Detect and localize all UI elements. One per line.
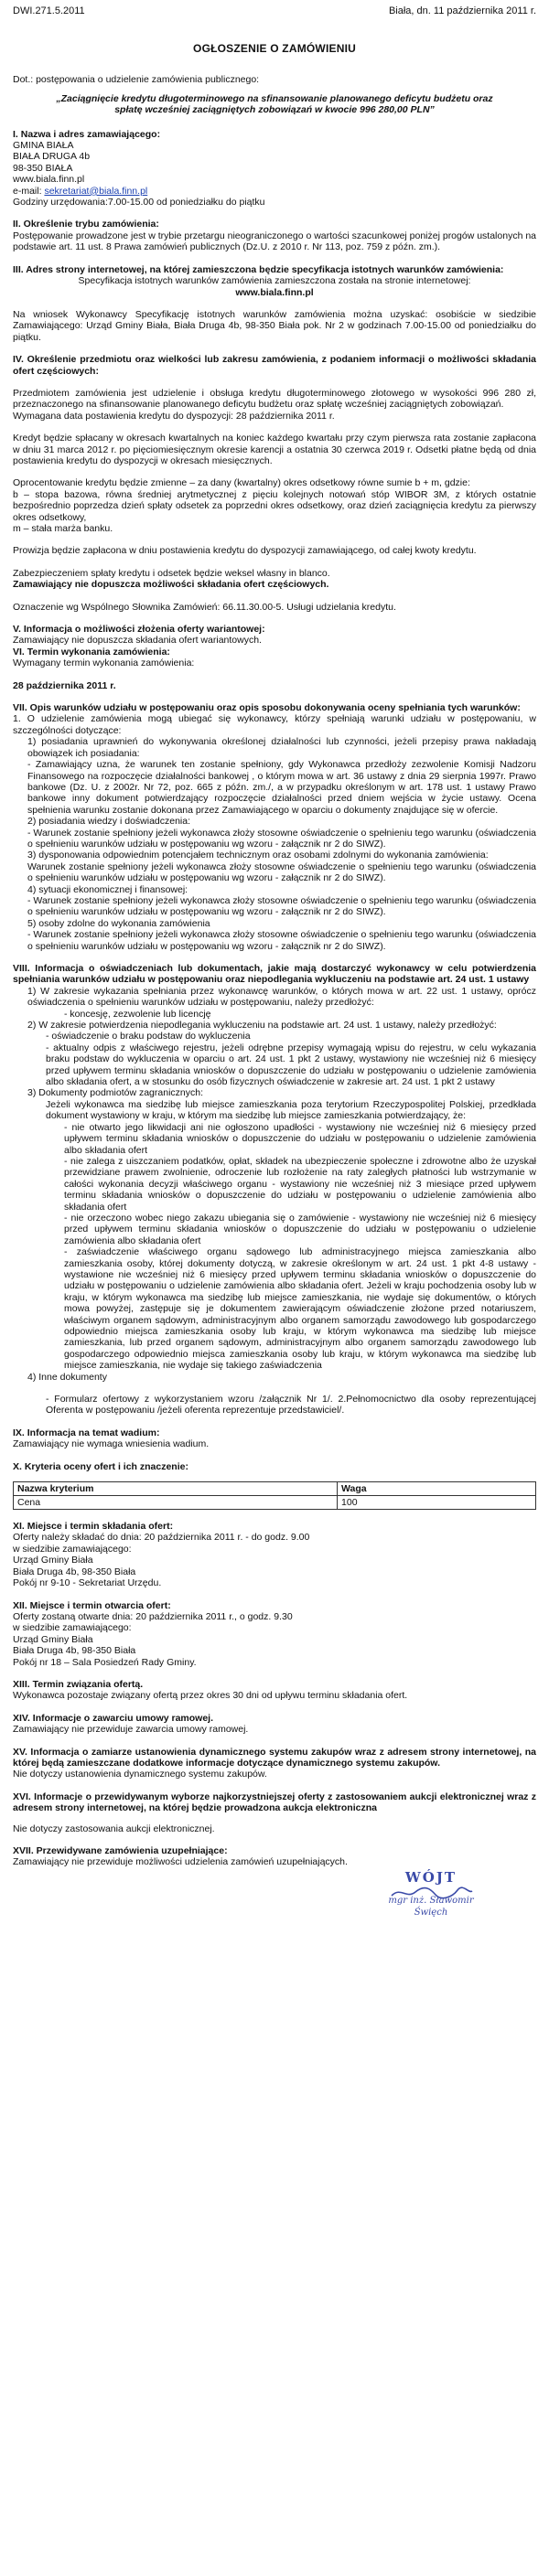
- section-text: Zamawiający nie wymaga wniesienia wadium.: [13, 1438, 210, 1450]
- section-framework-agreement: [13, 1713, 536, 1736]
- section-line: Urząd Gminy Biała: [13, 1555, 93, 1566]
- section-line: w siedzibie zamawiającego:: [13, 1543, 132, 1555]
- partial-offers-note: Zamawiający nie dopuszcza możliwości składania ofert częściowych.: [13, 579, 329, 591]
- section-e-auction: [13, 1791, 536, 1834]
- document-item: 3) Dokumenty podmiotów zagranicznych:: [27, 1087, 204, 1099]
- document-item: 1) W zakresie wykazania spełniania przez wykonawcę warunków, o których mowa w art. 22 ust. 1 ustawy, oprócz oświadczenia o spełnieniu warunków udziału w postępowaniu, należy przedłożyć:: [27, 985, 536, 1009]
- condition-item: 1. O udzielenie zamówienia mogą ubiegać się wykonawcy, którzy spełniają warunki udziału w postępowaniu, w szczególności dotyczące:: [13, 713, 536, 736]
- interest-paragraph: Oprocentowanie kredytu będzie zmienne – za dany (kwartalny) okres odsetkowy równe sumie b + m, gdzie:: [13, 477, 470, 489]
- document-item: - zaświadczenie właściwego organu sądowego lub administracyjnego miejsca zamieszkania albo zamieszkania osoby, której dokumenty dotyczą, w zakresie określonym w art. 24 ust. 1 pkt 4-8 ustawy - wystawione nie wcześniej niż 6 miesięcy przed upływem terminu składania wniosków o dopuszczenie do udziału w postępowaniu o udzielenie zamówienia albo składania ofert. Jeżeli w kraju pochodzenia osoby lub w kraju, w którym wykonawca ma siedzibę lub miejsce zamieszkania, nie wydaje się dokumentów, o których mowa powyżej, zastępuje się je dokumentem zawierającym oświadczenie złożone przed notariuszem, właściwym organem sądowym, administracyjnym albo organem samorządu zawodowego lub gospodarczego odpowiednio miejsca zamieszkania osoby lub kraju, w którym wykonawca ma siedzibę lub miejsce zamieszkania, lub przed organem sądowym, administracyjnym albo organem samorządu zawodowego lub gospodarczego odpowiednio miejsca zamieszkania osoby lub kraju, w którym wykonawca ma siedzibę lub miejsce zamieszkania, nie wydaje się takiego zaświadczenia: [64, 1246, 536, 1372]
- authority-city: 98-350 BIAŁA: [13, 162, 73, 174]
- section-heading: XVII. Przewidywane zamówienia uzupełniające:: [13, 1845, 228, 1856]
- section-heading: XIV. Informacje o zawarciu umowy ramowej.: [13, 1712, 214, 1724]
- reference-number: DWI.271.5.2011: [13, 5, 85, 16]
- stamp-title: WÓJT: [404, 1868, 458, 1886]
- condition-item: - Warunek zostanie spełniony jeżeli wykonawca złoży stosowne oświadczenie o spełnieniu tego warunku (oświadczenia o spełnieniu warunków udziału w postępowaniu wg wzoru - załącznik nr 2 do SIWZ).: [27, 929, 536, 952]
- section-line: Pokój nr 18 – Sala Posiedzeń Rady Gminy.: [13, 1656, 197, 1668]
- completion-date: 28 października 2011 r.: [13, 679, 116, 691]
- section-text: Zamawiający nie przewiduje możliwości udzielenia zamówień uzupełniających.: [13, 1856, 348, 1868]
- signature-block: [13, 1868, 536, 1925]
- authority-street: BIAŁA DRUGA 4b: [13, 151, 91, 163]
- section-heading: III. Adres strony internetowej, na której zamieszczona będzie specyfikacja istotnych warunków zamówienia:: [13, 263, 504, 275]
- section-text: Nie dotyczy zastosowania aukcji elektronicznej.: [13, 1822, 215, 1834]
- section-line: Biała Druga 4b, 98-350 Biała: [13, 1566, 136, 1577]
- section-heading: XI. Miejsce i termin składania ofert:: [13, 1521, 174, 1533]
- section-line: Pokój nr 9-10 - Sekretariat Urzędu.: [13, 1577, 162, 1589]
- section-contracting-authority: [13, 129, 536, 208]
- document-item: - koncesję, zezwolenie lub licencję: [64, 1008, 211, 1020]
- availability-date: Wymagana data postawienia kredytu do dyspozycji: 28 października 2011 r.: [13, 410, 335, 422]
- section-offer-submission: [13, 1521, 536, 1588]
- website-url[interactable]: www.biala.finn.pl: [235, 286, 314, 298]
- section-heading: X. Kryteria oceny ofert i ich znaczenie:: [13, 1460, 188, 1472]
- section-line: Urząd Gminy Biała: [13, 1633, 93, 1645]
- column-header: Waga: [338, 1482, 536, 1496]
- cpv-code: Oznaczenie wg Wspólnego Słownika Zamówień: 66.11.30.00-5. Usługi udzielania kredytu.: [13, 601, 396, 613]
- section-heading: IX. Informacja na temat wadium:: [13, 1427, 160, 1438]
- section-line: w siedzibie zamawiającego:: [13, 1622, 132, 1634]
- criterion-weight: 100: [338, 1496, 536, 1510]
- section-heading: VI. Termin wykonania zamówienia:: [13, 646, 170, 657]
- intro-text: Dot.: postępowania o udzielenie zamówienia publicznego:: [13, 74, 260, 86]
- section-documents: [13, 963, 536, 1416]
- section-subject: [13, 354, 536, 613]
- section-line: Oferty należy składać do dnia: 20 października 2011 r. - do godz. 9.00: [13, 1532, 310, 1544]
- commission-paragraph: Prowizja będzie zapłacona w dniu postawienia kredytu do dyspozycji zamawiającego, od całej kwoty kredytu.: [13, 545, 477, 557]
- condition-item: Warunek zostanie spełniony jeżeli wykonawca złoży stosowne oświadczenie o spełnieniu tego warunku (oświadczenia o spełnieniu warunków udziału w postępowaniu wg wzoru - załącznik nr 2 do SIWZ).: [27, 860, 536, 884]
- condition-item: - Zamawiający uzna, że warunek ten zostanie spełniony, gdy Wykonawca przedłoży zezwolenie Komisji Nadzoru Finansowego na rozpoczęcie działalności bankowej , o którym mowa w art. 36 ustawy z dnia 29 sierpnia 1997r. Prawo bankowe (Dz. U. z 2002r. Nr 72, poz. 665 z późn. zm./, a w przypadku określonym w art. 178 ust. 1 ustawy Prawo bankowe inny dokument potwierdzający rozpoczęcie działalności przed dniem wejścia w życie ustawy. Ocena spełnienia warunku zostanie dokonana przez Zamawiającego w oparciu o dokumenty znajdujące się w ofercie.: [27, 759, 536, 816]
- criterion-name: Cena: [14, 1496, 338, 1510]
- section-text: Postępowanie prowadzone jest w trybie przetargu nieograniczonego o wartości szacunkowej poniżej progów ustalonych na podstawie art. 11 ust. 8 Prawa zamówień publicznych (Dz.U. z 2010 r. Nr 113, poz. 759 z późn. zm.).: [13, 230, 536, 253]
- document-item: 4) Inne dokumenty: [27, 1371, 107, 1383]
- section-heading: II. Określenie trybu zamówienia:: [13, 219, 159, 230]
- section-criteria: [13, 1461, 536, 1510]
- section-paragraph: Na wniosek Wykonawcy Specyfikację istotnych warunków zamówienia można uzyskać: osobiście w siedzibie Zamawiającego: Urząd Gminy Biała, Biała Druga 4b, 98-350 Biała pok. Nr 2 w godzinach 7.00-15.00 od poniedziałku do piątku.: [13, 308, 536, 343]
- section-procedure-type: [13, 219, 536, 252]
- section-heading: XIII. Termin związania ofertą.: [13, 1678, 144, 1690]
- interest-margin: m – stała marża banku.: [13, 523, 113, 534]
- document-item: - nie otwarto jego likwidacji ani nie ogłoszono upadłości - wystawiony nie wcześniej niż 6 miesięcy przed upływem terminu składania wniosków o dopuszczenie do udziału w postępowaniu o udzielenie zamówienia albo składania ofert: [64, 1121, 536, 1156]
- section-deposit: [13, 1427, 536, 1450]
- section-text: Nie dotyczy ustanowienia dynamicznego systemu zakupów.: [13, 1769, 267, 1780]
- official-stamp: [381, 1868, 481, 1921]
- section-heading: XII. Miejsce i termin otwarcia ofert:: [13, 1599, 171, 1611]
- section-line: Oferty zostaną otwarte dnia: 20 października 2011 r., o godz. 9.30: [13, 1610, 293, 1622]
- section-dynamic-purchasing: [13, 1747, 536, 1780]
- column-header: Nazwa kryterium: [14, 1482, 338, 1496]
- section-heading: VII. Opis warunków udziału w postępowaniu oraz opis sposobu dokonywania oceny spełniania tych warunków:: [13, 702, 521, 714]
- document-item: - oświadczenie o braku podstaw do wykluczenia: [46, 1031, 251, 1042]
- section-heading: VIII. Informacja o oświadczeniach lub dokumentach, jakie mają dostarczyć wykonawcy w celu potwierdzenia spełniania warunków udziału w postępowaniu oraz niepodlegania wykluczeniu na podstawie art. 24 ust. 1 ustawy: [13, 963, 536, 986]
- table-header-row: [14, 1482, 536, 1496]
- section-heading: XVI. Informacje o przewidywanym wyborze najkorzystniejszej oferty z zastosowaniem aukcji elektronicznej wraz z adresem strony internetowej, na której będzie prowadzona aukcja elektroniczna: [13, 1790, 536, 1814]
- document-item: 2) W zakresie potwierdzenia niepodlegania wykluczeniu na podstawie art. 24 ust. 1 ustawy, należy przedłożyć:: [27, 1020, 497, 1031]
- condition-item: - Warunek zostanie spełniony jeżeli wykonawca złoży stosowne oświadczenie o spełnieniu tego warunku (oświadczenia o spełnieniu warunków udziału w postępowaniu wg wzoru - załącznik nr 2 do SIWZ).: [27, 894, 536, 918]
- condition-item: 1) posiadania uprawnień do wykonywania określonej działalności lub czynności, jeżeli przepisy prawa nakładają obowiązek ich posiadania:: [27, 736, 536, 759]
- document-item: - nie zalega z uiszczaniem podatków, opłat, składek na ubezpieczenie społeczne i zdrowotne albo że uzyskał przewidziane prawem zwolnienie, odroczenie lub rozłożenie na raty zaległych płatności lub wstrzymanie w całości wykonania decyzji właściwego organu - wystawiony nie wcześniej niż 3 miesiące przed upływem terminu składania wniosków o dopuszczenie do udziału w postępowaniu o udzielenie zamówienia albo składania ofert: [64, 1155, 536, 1213]
- section-text: Wykonawca pozostaje związany ofertą przez okres 30 dni od upływu terminu składania ofert.: [13, 1690, 408, 1702]
- section-text: Zamawiający nie przewiduje zawarcia umowy ramowej.: [13, 1724, 249, 1736]
- section-heading: I. Nazwa i adres zamawiającego:: [13, 128, 161, 140]
- subject-paragraph: Przedmiotem zamówienia jest udzielenie i obsługa kredytu długoterminowego złotowego w wysokości 996 280 zł, przeznaczonego na sfinansowanie planowanego deficytu budżetu oraz spłatę wcześniej zaciągniętych zobowiązań.: [13, 387, 536, 411]
- condition-item: 4) sytuacji ekonomicznej i finansowej:: [27, 883, 188, 895]
- section-offer-opening: [13, 1600, 536, 1668]
- document-header: [13, 5, 536, 17]
- table-row: [14, 1496, 536, 1510]
- office-hours: Godziny urzędowania:7.00-15.00 od poniedziałku do piątku: [13, 197, 265, 208]
- authority-website: www.biala.finn.pl: [13, 174, 85, 186]
- signature-scribble-icon: [388, 1885, 475, 1901]
- section-heading: XV. Informacja o zamiarze ustanowienia dynamicznego systemu zakupów wraz z adresem strony internetowej, na której będą zamieszczane dodatkowe informacje dotyczące dynamicznego systemu zakupów.: [13, 1746, 536, 1769]
- document-item: Jeżeli wykonawca ma siedzibę lub miejsce zamieszkania poza terytorium Rzeczypospolitej Polskiej, przedkłada dokument wystawiony w kraju, w którym ma siedzibę lub miejsce zamieszkania potwierdzający, że:: [46, 1098, 536, 1122]
- section-supplementary-orders: [13, 1845, 536, 1868]
- section-text: Wymagany termin wykonania zamówienia:: [13, 657, 195, 669]
- section-text: Zamawiający nie dopuszcza składania ofert wariantowych.: [13, 635, 262, 647]
- section-website: [13, 264, 536, 343]
- document-title: OGŁOSZENIE O ZAMÓWIENIU: [193, 42, 356, 55]
- document-item: - nie orzeczono wobec niego zakazu ubiegania się o zamówienie - wystawiony nie wcześniej niż 6 miesięcy przed upływem terminu składania wniosków o dopuszczenie do udziału w postępowaniu o udzielenie zamówienia albo składania ofert: [64, 1212, 536, 1246]
- repayment-paragraph: Kredyt będzie spłacany w okresach kwartalnych na koniec każdego kwartału przy czym pierwsza rata zostanie zapłacona w dniu 31 marca 2012 r. po pięciomiesięcznym okresie karencji a ostatnia 30 czerwca 2019 r. Odsetki płatne będą od dnia postawienia kredytu do dyspozycji w okresach miesięcznych.: [13, 433, 536, 466]
- security-paragraph: Zabezpieczeniem spłaty kredytu i odsetek będzie weksel własny in blanco.: [13, 567, 330, 579]
- section-variants-and-term: [13, 624, 536, 691]
- procurement-subject: „Zaciągnięcie kredytu długoterminowego na sfinansowanie planowanego deficytu budżetu oraz spłatę wcześniej zaciągniętych zobowiązań w kwocie 996 280,00 PLN”: [56, 92, 493, 116]
- criteria-table: [13, 1481, 536, 1510]
- document-date: Biała, dn. 11 października 2011 r.: [388, 5, 536, 16]
- email-label: e-mail:: [13, 185, 45, 197]
- section-heading: V. Informacja o możliwości złożenia oferty wariantowej:: [13, 624, 265, 636]
- document-item: - Formularz ofertowy z wykorzystaniem wzoru /załącznik Nr 1/. 2.Pełnomocnictwo dla osoby reprezentującej Oferenta w postępowaniu /jeżeli oferenta reprezentuje przedstawiciel/.: [46, 1394, 536, 1416]
- condition-item: - Warunek zostanie spełniony jeżeli wykonawca złoży stosowne oświadczenie o spełnieniu tego warunku (oświadczenia o spełnieniu warunków udziału w postępowaniu wg wzoru - załącznik nr 2 do SIWZ).: [27, 827, 536, 850]
- authority-email-line: [13, 186, 536, 197]
- interest-base: b – stopa bazowa, równa średniej arytmetycznej z pięciu kolejnych notowań stóp WIBOR 3M, z których ostatnie bezpośrednio poprzedza dzień spłaty odsetek za poprzedni okres odsetkowy, oraz dzień zaciągnięcia kredytu za pierwszy okres odsetkowy,: [13, 488, 536, 523]
- email-link[interactable]: sekretariat@biala.finn.pl: [44, 185, 148, 197]
- authority-name: GMINA BIAŁA: [13, 140, 74, 152]
- section-line: Biała Druga 4b, 98-350 Biała: [13, 1645, 136, 1657]
- section-conditions: [13, 702, 536, 952]
- section-binding-period: [13, 1679, 536, 1702]
- section-text: Specyfikacja istotnych warunków zamówienia zamieszczona została na stronie internetowej:: [78, 275, 471, 287]
- document-item: - aktualny odpis z właściwego rejestru, jeżeli odrębne przepisy wymagają wpisu do rejestru, w celu wykazania braku podstaw do wykluczenia w oparciu o art. 24 ust. 1 pkt 2 ustawy, wystawiony nie wcześniej niż 6 miesięcy przed upływem terminu składania wniosków o dopuszczenie do udziału w postępowaniu o udzielenie zamówienia albo składania ofert, a w stosunku do osób fizycznych oświadczenie w zakresie art. 24 ust. 1 pkt 2 ustawy: [46, 1042, 536, 1088]
- condition-item: 5) osoby zdolne do wykonania zamówienia: [27, 917, 210, 929]
- stamp-signatory: mgr inż. Sławomir Święch: [388, 1896, 474, 1918]
- condition-item: 3) dysponowania odpowiednim potencjałem technicznym oraz osobami zdolnymi do wykonania zamówienia:: [27, 850, 489, 861]
- condition-item: 2) posiadania wiedzy i doświadczenia:: [27, 816, 191, 828]
- section-heading: IV. Określenie przedmiotu oraz wielkości lub zakresu zamówienia, z podaniem informacji o możliwości składania ofert częściowych:: [13, 354, 536, 377]
